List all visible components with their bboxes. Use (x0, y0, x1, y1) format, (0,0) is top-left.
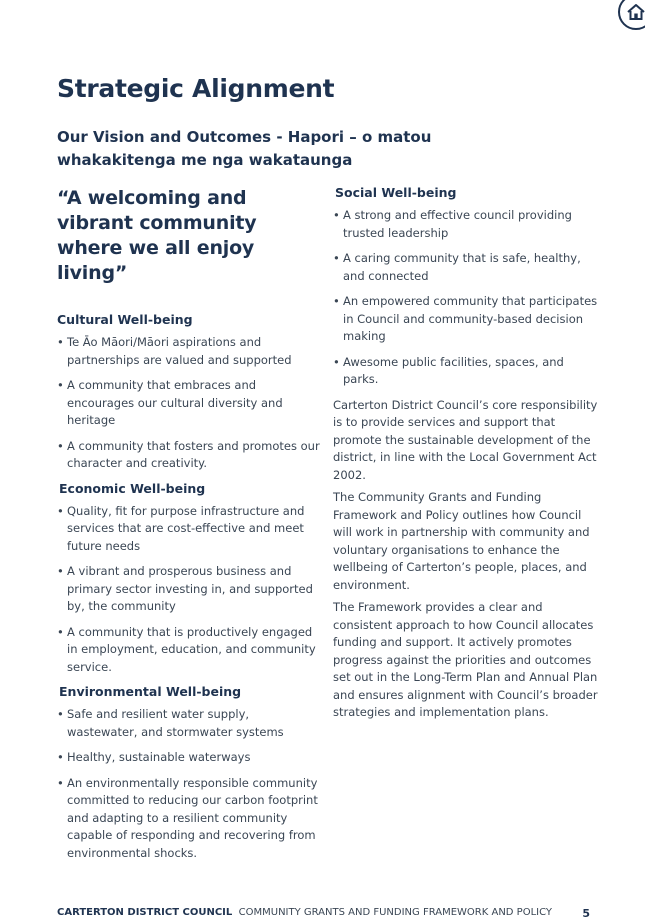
body-paragraph: The Framework provides a clear and consistent approach to how Council allocates funding and support. It actively promotes progress against the priorities and outcomes set out in the Long-Term Plan and Annual Plan and ensures alignment with Council’s broader strategies and implementation plans. (333, 600, 598, 719)
social-heading: Social Well-being (335, 185, 457, 200)
list-item: • A community that embraces and encourages our cultural diversity and heritage (57, 377, 322, 430)
cultural-heading: Cultural Well-being (57, 312, 193, 327)
social-list (333, 207, 598, 389)
footer-org: CARTERTON DISTRICT COUNCIL (57, 907, 233, 918)
list-item: • Awesome public facilities, spaces, and parks. (333, 354, 598, 389)
left-column (57, 186, 322, 870)
list-item: • A caring community that is safe, healthy, and connected (333, 250, 598, 285)
page-subtitle: Our Vision and Outcomes - Hapori – o matou whakakitenga me nga wakataunga (57, 128, 432, 169)
list-item: • A community that is productively engaged in employment, education, and community service. (57, 624, 322, 677)
list-item: • Quality, fit for purpose infrastructure and services that are cost-effective and meet future needs (57, 503, 322, 556)
list-item: • Healthy, sustainable waterways (57, 749, 322, 767)
list-item: • Te Āo Māori/Māori aspirations and partnerships are valued and supported (57, 334, 322, 369)
vision-quote: “A welcoming and vibrant community where we all enjoy living” (57, 187, 257, 284)
home-button[interactable] (618, 0, 645, 30)
list-item: • A vibrant and prosperous business and primary sector investing in, and supported by, the community (57, 563, 322, 616)
environmental-heading: Environmental Well-being (59, 684, 242, 699)
page-number: 5 (582, 907, 590, 920)
list-item: • An empowered community that participates in Council and community-based decision making (333, 293, 598, 346)
economic-list (57, 503, 322, 677)
page-title: Strategic Alignment (57, 74, 335, 103)
footer-document-title: COMMUNITY GRANTS AND FUNDING FRAMEWORK AND POLICY (238, 907, 553, 918)
cultural-list (57, 334, 322, 473)
home-icon (626, 2, 645, 22)
right-column (333, 185, 598, 727)
environmental-list (57, 706, 322, 862)
body-paragraph: The Community Grants and Funding Framework and Policy outlines how Council will work in partnership with community and voluntary organisations to enhance the wellbeing of Carterton’s people, places, and environment. (333, 490, 590, 592)
list-item: • An environmentally responsible community committed to reducing our carbon footprint and adapting to a resilient community capable of responding and recovering from environmental shocks. (57, 775, 322, 863)
list-item: • A strong and effective council providing trusted leadership (333, 207, 598, 242)
page-footer (57, 907, 590, 918)
list-item: • Safe and resilient water supply, wastewater, and stormwater systems (57, 706, 322, 741)
body-paragraph: Carterton District Council’s core responsibility is to provide services and support that promote the sustainable development of the district, in line with the Local Government Act 2002. (333, 397, 598, 482)
list-item: • A community that fosters and promotes our character and creativity. (57, 438, 322, 473)
economic-heading: Economic Well-being (59, 480, 206, 496)
